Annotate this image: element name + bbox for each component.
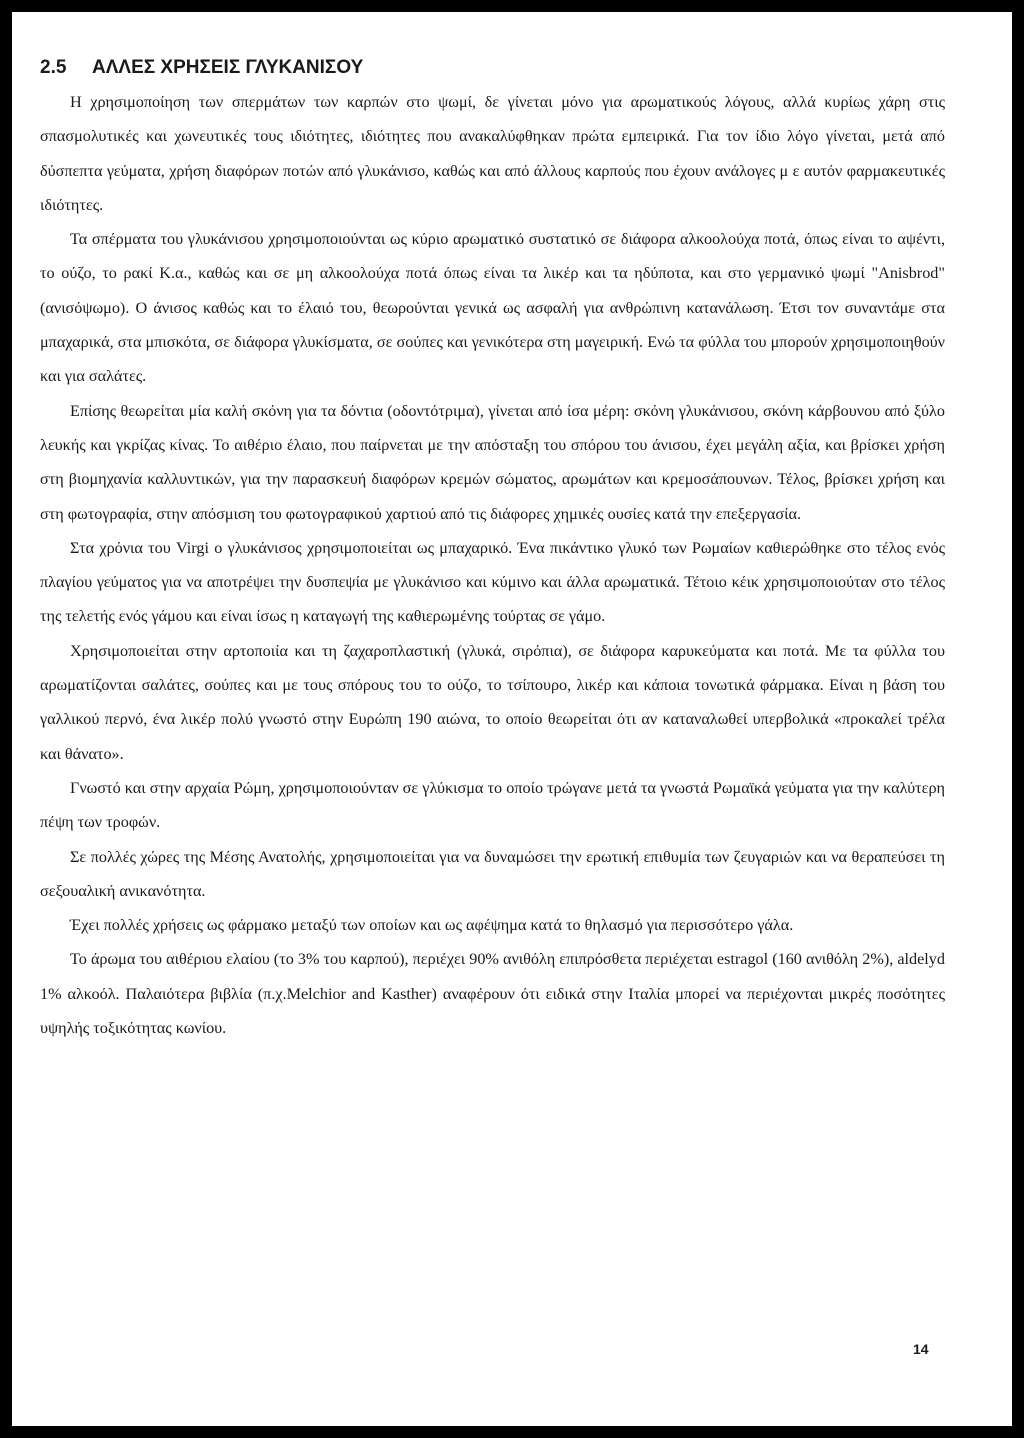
paragraph: Χρησιμοποιείται στην αρτοποιία και τη ζαχαροπλαστική (γλυκά, σιρόπια), σε διάφορα καρυκεύματα και ποτά. Με τα φύλλα του αρωματίζονται σαλάτες, σούπες και με τους σπόρους του το ούζο, το τσίπουρο, λικέρ και κάποια τονωτικά φάρμακα. Είναι η βάση του γαλλικού περνό, ένα λικέρ πολύ γνωστό στην Ευρώπη 190 αιώνα, το οποίο θεωρείται ότι αν καταναλωθεί υπερβολικά «προκαλεί τρέλα και θάνατο». — [40, 641, 945, 763]
paragraph: Στα χρόνια του Virgi ο γλυκάνισος χρησιμοποιείται ως μπαχαρικό. Ένα πικάντικο γλυκό των Ρωμαίων καθιερώθηκε στο τέλος ενός πλαγίου γεύματος για να αποτρέψει την δυσπεψία με γλυκάνισο και κύμινο και άλλα αρωματικά. Τέτοιο κέικ χρησιμοποιούταν στο τέλος της τελετής ενός γάμου και είναι ίσως η καταγωγή της καθιερωμένης τούρτας σε γάμο. — [40, 538, 945, 626]
paragraph: Γνωστό και στην αρχαία Ρώμη, χρησιμοποιούνταν σε γλύκισμα το οποίο τρώγανε μετά τα γνωστά Ρωμαϊκά γεύματα για την καλύτερη πέψη των τροφών. — [40, 778, 945, 832]
paragraph: Έχει πολλές χρήσεις ως φάρμακο μεταξύ των οποίων και ως αφέψημα κατά το θηλασμό για περισσότερο γάλα. — [70, 916, 794, 935]
paragraph: Επίσης θεωρείται μία καλή σκόνη για τα δόντια (οδοντότριμα), γίνεται από ίσα μέρη: σκόνη γλυκάνισου, σκόνη κάρβουνου από ξύλο λευκής και γκρίζας κίνας. Το αιθέριο έλαιο, που παίρνεται με την απόσταξη του σπόρου του άνισου, έχει μεγάλη αξία, και βρίσκει χρήση στη βιομηχανία καλλυντικών, για την παρασκευή διαφόρων κρεμών σώματος, αρωμάτων και κρεμοσάπουνων. Τέλος, βρίσκει χρήση και στη φωτογραφία, στην απόσμιση του φωτογραφικού χαρτιού από τις διάφορες χημικές ουσίες κατά την επεξεργασία. — [40, 401, 945, 523]
paragraph: Σε πολλές χώρες της Μέσης Ανατολής, χρησιμοποιείται για να δυναμώσει την ερωτική επιθυμία των ζευγαριών και να θεραπεύσει τη σεξουαλική ανικανότητα. — [40, 847, 945, 900]
paragraph: Η χρησιμοποίηση των σπερμάτων των καρπών στο ψωμί, δε γίνεται μόνο για αρωματικούς λόγους, αλλά κυρίως χάρη στις σπασμολυτικές και χωνευτικές τους ιδιότητες, ιδιότητες που ανακαλύφθηκαν πρώτα εμπειρικά. Για τον ίδιο λόγο γίνεται, μετά από δύσπεπτα γεύματα, χρήση διαφόρων ποτών από γλυκάνισο, καθώς και από άλλους καρπούς που έχουν ανάλογες μ ε αυτόν φαρμακευτικές ιδιότητες. — [40, 93, 945, 214]
document-page — [12, 12, 1012, 1426]
section-heading — [40, 53, 945, 83]
document-body — [40, 53, 945, 1045]
paragraph: Το άρωμα του αιθέριου ελαίου (το 3% του καρπού), περιέχει 90% ανιθόλη επιπρόσθετα περιέχεται estragol (160 ανιθόλη 2%), aldelyd 1% αλκοόλ. Παλαιότερα βιβλία (π.χ.Melchior and Kasther) αναφέρουν ότι ειδικά στην Ιταλία μπορεί να περιέχονται μικρές ποσότητες υψηλής τοξικότητας κωνίου. — [40, 950, 945, 1038]
section-number: 2.5 — [40, 57, 67, 78]
paragraph: Τα σπέρματα του γλυκάνισου χρησιμοποιούνται ως κύριο αρωματικό συστατικό σε διάφορα αλκοολούχα ποτά, όπως είναι το αψέντι, το ούζο, το ρακί Κ.α., καθώς και σε μη αλκοολούχα ποτά όπως είναι τα λικέρ και τα ηδύποτα, και στο γερμανικό ψωμί "Anisbrod" (ανισόψωμο). Ο άνισος καθώς και το έλαιό του, θεωρούνται γενικά ως ασφαλή για ανθρώπινη κατανάλωση. Έτσι τον συναντάμε στα μπαχαρικά, στα μπισκότα, σε διάφορα γλυκίσματα, σε σούπες και γενικότερα στη μαγειρική. Ενώ τα φύλλα του μπορούν χρησιμοποιηθούν και για σαλάτες. — [40, 230, 945, 386]
page-number: 14 — [913, 1341, 929, 1357]
section-title: ΑΛΛΕΣ ΧΡΗΣΕΙΣ ΓΛΥΚΑΝΙΣΟΥ — [92, 57, 364, 78]
